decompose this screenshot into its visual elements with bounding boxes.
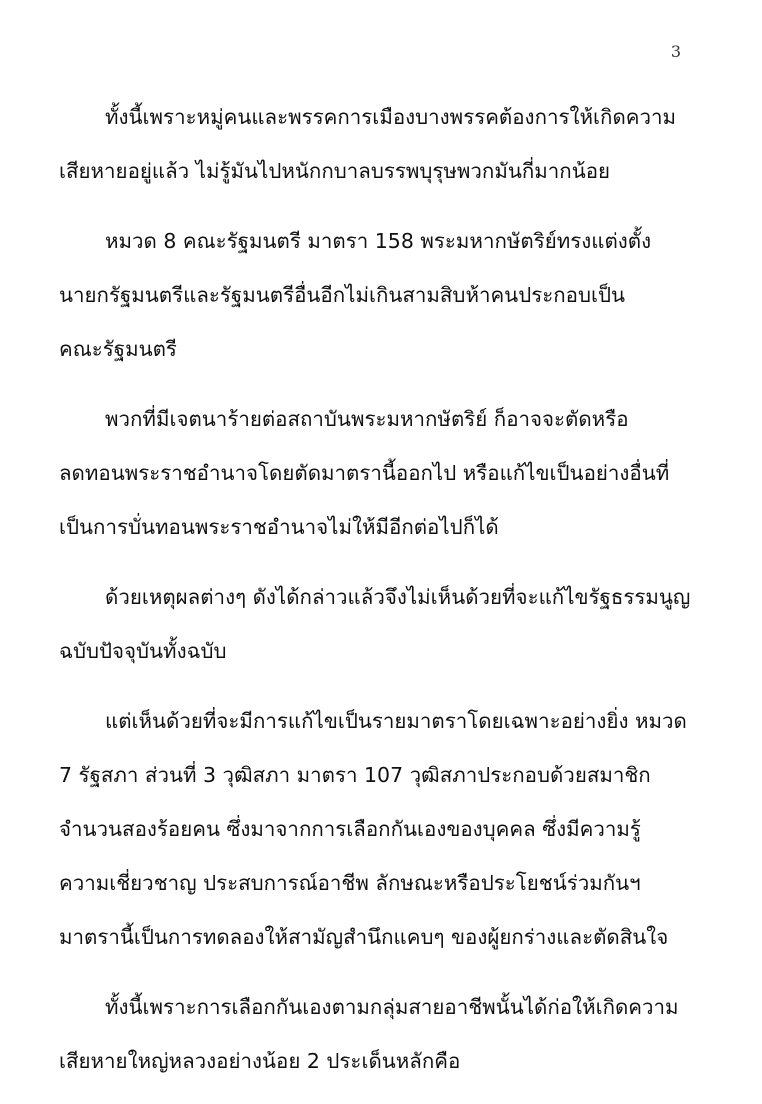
paragraph-3 xyxy=(59,392,703,554)
paragraph-line: เป็นการบั่นทอนพระราชอำนาจไม่ให้มีอีกต่อไปก็ได้ xyxy=(59,515,499,539)
paragraph-line: นายกรัฐมนตรีและรัฐมนตรีอื่นอีกไม่เกินสามสิบห้าคนประกอบเป็น xyxy=(59,283,626,307)
paragraph-2 xyxy=(59,214,703,376)
paragraph-line: จำนวนสองร้อยคน ซึ่งมาจากการเลือกกันเองของบุคคล ซึ่งมีความรู้ xyxy=(59,817,641,841)
paragraph-line: เสียหายใหญ่หลวงอย่างน้อย 2 ประเด็นหลักคือ xyxy=(59,1049,461,1073)
paragraph-5 xyxy=(59,694,703,964)
page-number: 3 xyxy=(670,42,681,61)
paragraph-line: ฉบับปัจจุบันทั้งฉบับ xyxy=(59,639,227,663)
paragraph-line: ด้วยเหตุผลต่างๆ ดังได้กล่าวแล้วจึงไม่เห็นด้วยที่จะแก้ไขรัฐธรรมนูญ xyxy=(105,585,691,609)
paragraph-line: 7 รัฐสภา ส่วนที่ 3 วุฒิสภา มาตรา 107 วุฒิสภาประกอบด้วยสมาชิก xyxy=(59,763,651,787)
paragraph-line: มาตรานี้เป็นการทดลองให้สามัญสำนึกแคบๆ ของผู้ยกร่างและตัดสินใจ xyxy=(59,925,669,949)
paragraph-line: คณะรัฐมนตรี xyxy=(59,337,177,361)
paragraph-line: ลดทอนพระราชอำนาจโดยตัดมาตรานี้ออกไป หรือแก้ไขเป็นอย่างอื่นที่ xyxy=(59,461,670,485)
paragraph-1 xyxy=(59,90,703,198)
paragraph-line: ทั้งนี้เพราะการเลือกกันเองตามกลุ่มสายอาชีพนั้นได้ก่อให้เกิดความ xyxy=(105,995,679,1019)
paragraph-line: เสียหายอยู่แล้ว ไม่รู้มันไปหนักกบาลบรรพบุรุษพวกมันกี่มากน้อย xyxy=(59,159,611,183)
paragraph-line: ความเชี่ยวชาญ ประสบการณ์อาชีพ ลักษณะหรือประโยชน์ร่วมกันฯ xyxy=(59,871,641,895)
paragraph-line: พวกที่มีเจตนาร้ายต่อสถาบันพระมหากษัตริย์ ก็อาจจะตัดหรือ xyxy=(105,407,629,431)
paragraph-line: แต่เห็นด้วยที่จะมีการแก้ไขเป็นรายมาตราโดยเฉพาะอย่างยิ่ง หมวด xyxy=(105,709,687,733)
document-body xyxy=(59,90,703,1104)
paragraph-line: หมวด 8 คณะรัฐมนตรี มาตรา 158 พระมหากษัตริย์ทรงแต่งตั้ง xyxy=(105,229,652,253)
paragraph-4 xyxy=(59,570,703,678)
paragraph-line: ทั้งนี้เพราะหมู่คนและพรรคการเมืองบางพรรคต้องการให้เกิดความ xyxy=(105,105,677,129)
paragraph-6 xyxy=(59,980,703,1088)
